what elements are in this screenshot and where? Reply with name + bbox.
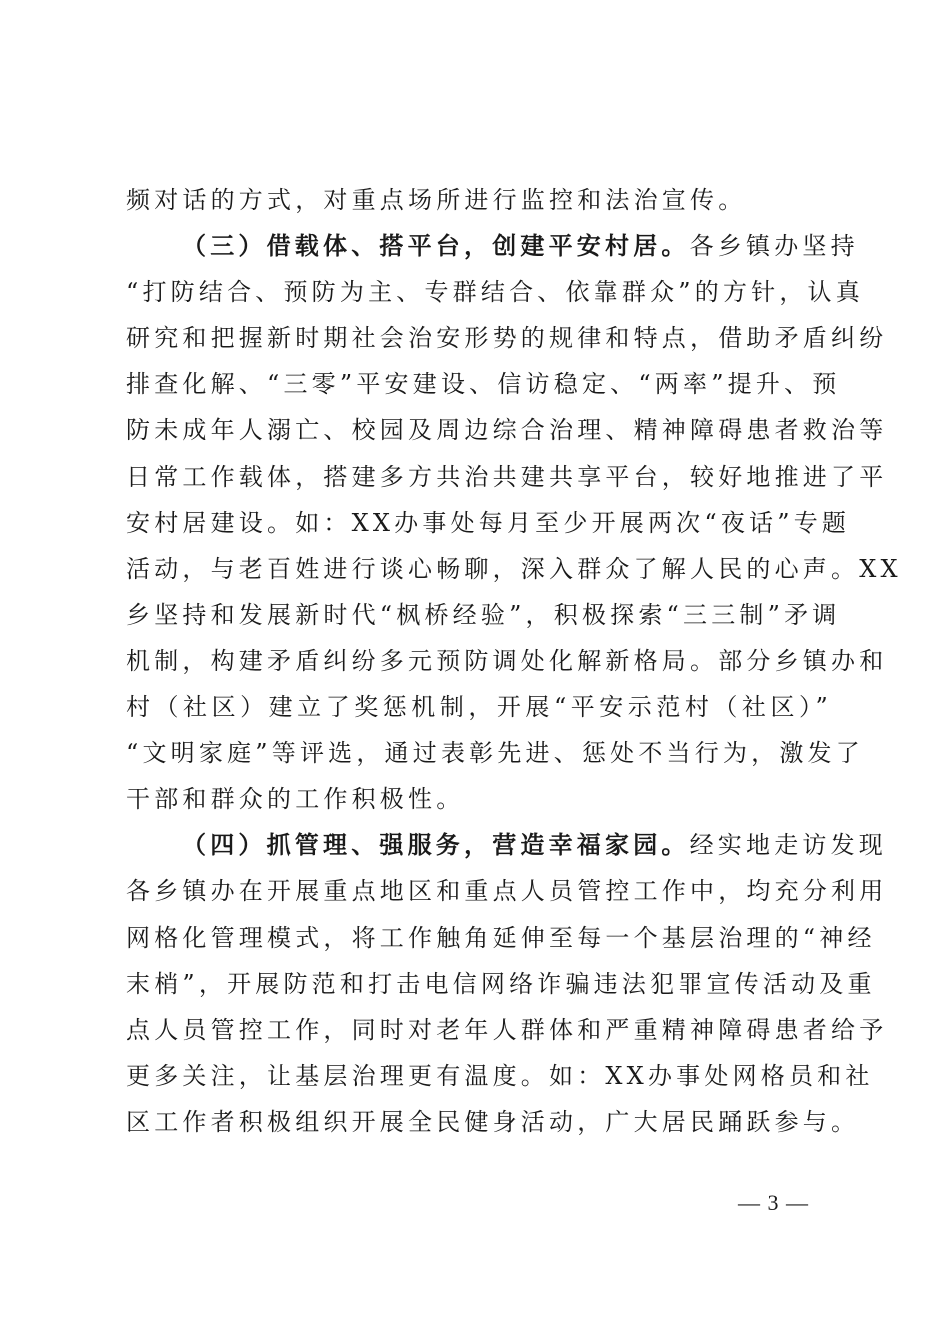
text-line: 更多关注，让基层治理更有温度。如：XX办事处网格员和社 — [126, 1061, 874, 1090]
text-line: 末梢”，开展防范和打击电信网络诈骗违法犯罪宣传活动及重 — [126, 969, 876, 998]
section-three-first-line — [126, 223, 859, 269]
text-line: 各乡镇办在开展重点地区和重点人员管控工作中，均充分利用 — [126, 877, 888, 906]
text-fragment: 经实地走访发现 — [689, 831, 888, 860]
section-heading-three: （三）借载体、搭平台，创建平安村居。 — [182, 231, 690, 261]
section-four-first-line — [126, 822, 888, 868]
text-line: 村（社区）建立了奖惩机制，开展“平安示范村（社区）” — [126, 693, 832, 722]
text-line: 日常工作载体，搭建多方共治共建共享平台，较好地推进了平 — [126, 462, 888, 491]
text-line: 防未成年人溺亡、校园及周边综合治理、精神障碍患者救治等 — [126, 416, 888, 445]
text-line: 安村居建设。如：XX办事处每月至少开展两次“夜话”专题 — [126, 508, 851, 537]
text-line: “文明家庭”等评选，通过表彰先进、惩处不当行为，激发了 — [126, 739, 864, 768]
text-line: 乡坚持和发展新时代“枫桥经验”，积极探索“三三制”矛调 — [126, 600, 841, 629]
section-heading-four: （四）抓管理、强服务，营造幸福家园。 — [182, 830, 690, 860]
document-body — [126, 177, 902, 1145]
text-line: 频对话的方式，对重点场所进行监控和法治宣传。 — [126, 186, 747, 214]
text-line: 机制，构建矛盾纠纷多元预防调处化解新格局。部分乡镇办和 — [126, 646, 888, 675]
text-line: 活动，与老百姓进行谈心畅聊，深入群众了解人民的心声。XX — [126, 554, 902, 583]
text-fragment: 各乡镇办坚持 — [689, 232, 859, 261]
text-line: 排查化解、“三零”平安建设、信访稳定、“两率”提升、预 — [126, 370, 841, 399]
text-line: 区工作者积极组织开展全民健身活动，广大居民踊跃参与。 — [126, 1107, 860, 1136]
text-line: 干部和群众的工作积极性。 — [126, 785, 465, 814]
text-line: 研究和把握新时期社会治安形势的规律和特点，借助矛盾纠纷 — [126, 324, 888, 353]
text-line: 网格化管理模式，将工作触角延伸至每一个基层治理的“神经 — [126, 923, 876, 952]
text-line: 点人员管控工作，同时对老年人群体和严重精神障碍患者给予 — [126, 1015, 888, 1044]
text-line: “打防结合、预防为主、专群结合、依靠群众”的方针，认真 — [126, 278, 864, 307]
page-number: — 3 — — [738, 1190, 809, 1215]
